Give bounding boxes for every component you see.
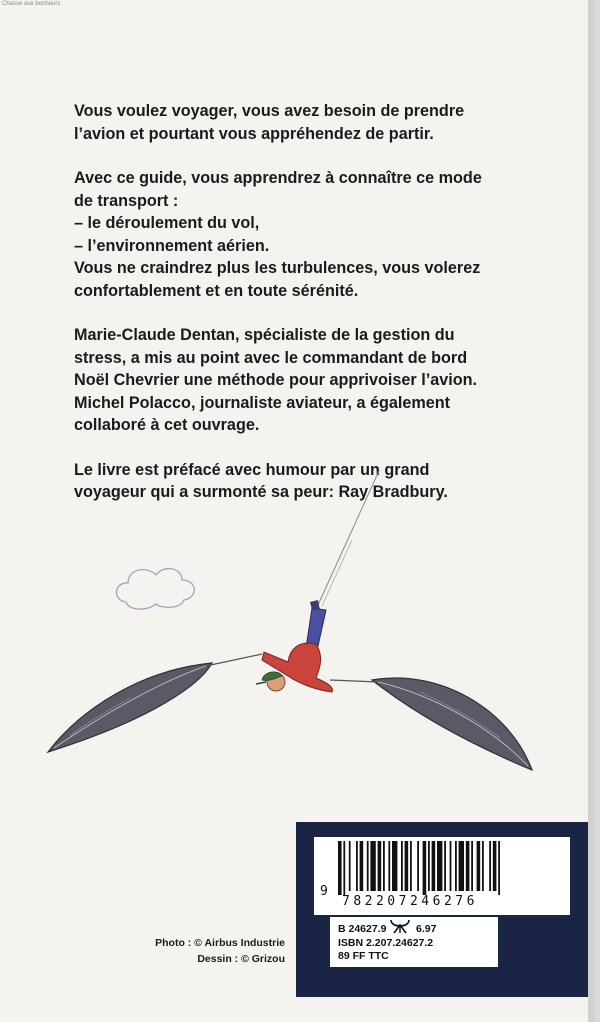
barcode-bar <box>471 841 473 891</box>
barcode-bar <box>450 841 452 891</box>
barcode-bar <box>477 841 481 891</box>
reference-number: B 24627.9 <box>338 923 387 935</box>
blurb-line: Michel Polacco, journaliste aviateur, a également <box>74 393 451 412</box>
barcode-bar <box>437 841 442 891</box>
barcode-bar <box>489 841 491 891</box>
image-credits <box>100 935 285 967</box>
barcode-bar <box>367 841 369 891</box>
barcode-bar <box>466 841 470 891</box>
barcode-bar <box>356 841 358 891</box>
right-wing-icon <box>372 678 532 770</box>
barcode-bar <box>388 841 390 891</box>
barcode-bar <box>343 841 345 895</box>
flying-man-illustration <box>0 470 588 800</box>
barcode-bar <box>401 841 403 891</box>
price-box <box>330 917 498 967</box>
barcode-bar <box>349 841 351 891</box>
cloud-icon <box>116 569 194 610</box>
left-wing-icon <box>48 663 212 752</box>
barcode-bar <box>392 841 397 891</box>
barcode <box>314 837 570 915</box>
barcode-bar <box>383 841 385 891</box>
barcode-bar <box>378 841 382 891</box>
barcode-bar <box>459 841 464 891</box>
barcode-bar <box>428 841 430 891</box>
photo-credit: Photo : © Airbus Industrie <box>155 937 285 949</box>
blurb-line: – le déroulement du vol, <box>74 214 260 232</box>
barcode-bar <box>423 841 427 895</box>
blurb-line: Noël Chevrier une méthode pour apprivoiser l’avion. <box>74 371 477 389</box>
cover-blurb <box>74 100 544 526</box>
string-line <box>318 470 393 605</box>
publisher-logo-icon <box>388 918 412 934</box>
barcode-digits: 782207246276 <box>342 894 478 909</box>
barcode-first-digit: 9 <box>320 884 328 899</box>
price-code: 6.97 <box>416 923 437 935</box>
blurb-line: Vous voulez voyager, vous avez besoin de prendre <box>74 102 465 120</box>
blurb-paragraph-2 <box>74 167 544 302</box>
barcode-bar <box>360 841 364 891</box>
barcode-bar <box>405 841 409 891</box>
barcode-bar <box>482 841 484 891</box>
barcode-bar <box>370 841 375 891</box>
barcode-panel <box>296 822 588 997</box>
isbn-number: ISBN 2.207.24627.2 <box>338 936 434 949</box>
blurb-line: l’avion et pourtant vous appréhendez de partir. <box>74 124 434 143</box>
blurb-line: Avec ce guide, vous apprendrez à connaître ce mode <box>74 169 482 187</box>
blurb-paragraph-3 <box>74 324 544 437</box>
blurb-line: Marie-Claude Dentan, spécialiste de la gestion du <box>74 326 455 344</box>
barcode-bars <box>338 841 560 895</box>
blurb-line: – l’environnement aérien. <box>74 236 270 255</box>
blurb-line: stress, a mis au point avec le commandant de bord <box>74 348 468 367</box>
blurb-line: voyageur qui a surmonté sa peur: Ray Bradbury. <box>74 483 448 501</box>
barcode-bar <box>493 841 497 891</box>
blurb-line: Vous ne craindrez plus les turbulences, vous volerez <box>74 259 481 277</box>
blurb-line: de transport : <box>74 191 179 210</box>
string-line <box>322 540 352 606</box>
man-legs <box>306 608 326 648</box>
blurb-paragraph-1 <box>74 100 544 145</box>
barcode-bar <box>455 841 457 891</box>
blurb-line: confortablement et en toute sérénité. <box>74 281 359 300</box>
barcode-bar <box>410 841 412 891</box>
drawing-credit: Dessin : © Grizou <box>197 953 285 965</box>
barcode-bar <box>338 841 342 895</box>
barcode-bar <box>432 841 436 891</box>
price-ttc: 89 FF TTC <box>338 950 389 962</box>
barcode-bar <box>498 841 500 895</box>
watermark-text: Chasse aux bonheurs <box>2 1 61 7</box>
blurb-line: collaboré à cet ouvrage. <box>74 416 260 434</box>
barcode-bar <box>444 841 446 891</box>
blurb-line: Le livre est préfacé avec humour par un grand <box>74 460 430 479</box>
barcode-bar <box>417 841 419 891</box>
